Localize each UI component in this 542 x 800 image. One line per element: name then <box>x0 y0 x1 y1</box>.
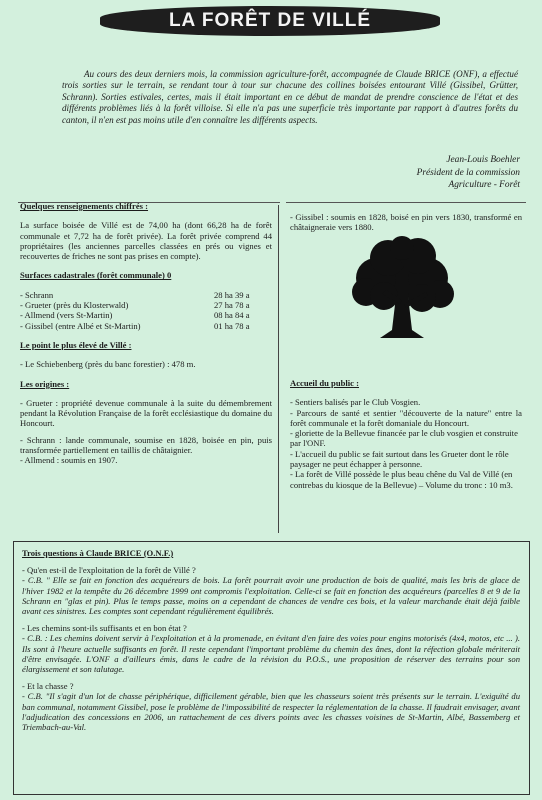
answer-1: - C.B. " Elle se fait en fonction des acquéreurs de bois. La forêt pourrait avoir une production de bois de qualité, mais les bris de glace de l'hiver 1982 et la tempête du 26 décembre 1999 ont compromis l'exploitation. Celle-ci se fait en fonction des acquéreurs (parcelles 8 et 9 de la Schrann en "glas et pin). Plus le temps passe, moins on a cependant de chances de vendre ces bois, et la valeur marchande était déjà faible avant ces sinistres. Les comptes sont cependant régulièrement équilibrés. <box>22 575 520 617</box>
surface-name: - Allmend (vers St-Martin) <box>20 310 113 321</box>
page-title: LA FORÊT DE VILLÉ <box>168 10 372 31</box>
question-3: - Et la chasse ? <box>22 681 74 692</box>
heading-figures: Quelques renseignements chiffrés : <box>20 201 149 211</box>
heading-surfaces: Surfaces cadastrales (forêt communale) 0 <box>20 270 172 281</box>
surface-name: - Gissibel (entre Albé et St-Martin) <box>20 320 141 331</box>
interview-heading: Trois questions à Claude BRICE (O.N.F.) <box>22 548 174 558</box>
surface-row <box>20 290 272 300</box>
surface-row <box>20 321 272 331</box>
public-item: - Parcours de santé et sentier "découverte de la nature" entre la forêt communale et la forêt domaniale du Honcourt. <box>290 407 522 428</box>
public-item: - La forêt de Villé possède le plus beau chêne du Val de Villé (en contrebas du kiosque de la Bellevue) – Volume du tronc : 10 m3. <box>290 469 513 490</box>
surface-name: - Schrann <box>20 289 54 300</box>
intro-text: Au cours des deux derniers mois, la commission agriculture-forêt, accompagnée de Claude BRICE (ONF), a effectué trois sorties sur le terrain, se rendant tour à tour sur chacune des collines boisées entourant Villé (Gissibel, Grütter, Schrann). Sorties estivales, certes, mais il était important en ce début de mandat de prendre conscience de l'état et des différents problèmes liés à la forêt villoise. Si elle n'a pas une superficie très importante par rapport à d'autres forêts du canton, il n'en est pas moins utile d'en connaître les différents aspects. <box>62 69 518 125</box>
tree-silhouette-icon <box>342 234 462 349</box>
highest-point-text: - Le Schiebenberg (près du banc forestier) : 478 m. <box>20 359 196 370</box>
surface-value: 08 ha 84 a <box>214 310 250 321</box>
surface-row <box>20 300 272 310</box>
heading-public: Accueil du public : <box>290 378 359 388</box>
question-1: - Qu'en est-il de l'exploitation de la forêt de Villé ? <box>22 565 196 576</box>
intro-paragraph <box>62 69 518 126</box>
heading-origins: Les origines : <box>20 378 70 389</box>
signature-name: Jean-Louis Boehler <box>446 155 520 165</box>
figures-text: La surface boisée de Villé est de 74,00 ha (dont 66,28 ha de forêt communale et 7,72 ha de forêt privée). La forêt privée comprend 44 propriétaires (les anciennes parcelles classées en prés ou vignes et recouvertes de friches ne sont pas prises en compte). <box>20 220 272 262</box>
origin-allmend: - Allmend : soumis en 1907. <box>20 455 118 466</box>
answer-2: - C.B. : Les chemins doivent servir à l'exploitation et à la promenade, en évitant d'en faire des voies pour engins motorisés (4x4, motos, etc ... ). Ils sont à l'heure actuelle suffisants en forêt. Il reste cependant l'important problème du chemin des ânes, dont la réfection globale mériterait d'être envisagée. L'ONF a d'ailleurs émis, dans le cadre de la révision du P.O.S., une proposition de réserver des terrains pour son élargissement et son talutage. <box>22 633 520 675</box>
surface-value: 27 ha 78 a <box>214 300 250 311</box>
section-divider-right <box>286 202 526 203</box>
column-separator <box>278 205 279 533</box>
surface-value: 28 ha 39 a <box>214 289 250 300</box>
origin-grueter: - Grueter : propriété devenue communale à la suite du démembrement pendant la Révolution Française de la forêt ecclésiastique du domaine du Honcourt. <box>20 397 272 429</box>
question-2: - Les chemins sont-ils suffisants et en bon état ? <box>22 623 187 634</box>
public-item: - L'accueil du public se fait surtout dans les Grueter dont le rôle paysager ne peut échapper à personne. <box>290 448 509 470</box>
left-column <box>20 201 272 466</box>
origin-gissibel: - Gissibel : soumis en 1828, boisé en pin vers 1830, transformé en châtaigneraie vers 1880. <box>290 212 522 233</box>
surfaces-list <box>20 290 272 331</box>
interview-content <box>22 548 520 732</box>
signature-role-2: Agriculture - Forêt <box>448 180 520 191</box>
heading-highest-point: Le point le plus élevé de Villé : <box>20 339 132 350</box>
interview-box <box>13 541 530 795</box>
surface-value: 01 ha 78 a <box>214 320 250 331</box>
signature-role-1: Président de la commission <box>416 167 520 178</box>
surface-row <box>20 310 272 320</box>
public-item: - gloriette de la Bellevue financée par le club vosgien et construite par l'ONF. <box>290 428 518 449</box>
public-item: - Sentiers balisés par le Club Vosgien. <box>290 397 421 408</box>
title-banner <box>100 6 440 36</box>
answer-3: - C.B. "Il s'agit d'un lot de chasse périphérique, difficilement gérable, bien que les chasseurs soient très présents sur le terrain. L'exiguïté du ban communal, notamment Gissibel, pose le problème de l'impossibilité de respecter la réglementation de la chasse. Il faudrait envisager, avant l'adjudication des concessions en 2006, un rattachement de ces divers points avec les chasses voisines de St-Martin, Albé, Bassemberg et Triembach-au-Val. <box>22 691 520 733</box>
origin-schrann: - Schrann : lande communale, soumise en 1828, boisée en pin, puis transformée partiellement en taillis de châtaignier. <box>20 434 272 456</box>
signature <box>330 154 520 192</box>
right-column-top <box>290 212 522 233</box>
surface-name: - Grueter (près du Klosterwald) <box>20 300 129 311</box>
right-column-bottom <box>290 378 522 490</box>
